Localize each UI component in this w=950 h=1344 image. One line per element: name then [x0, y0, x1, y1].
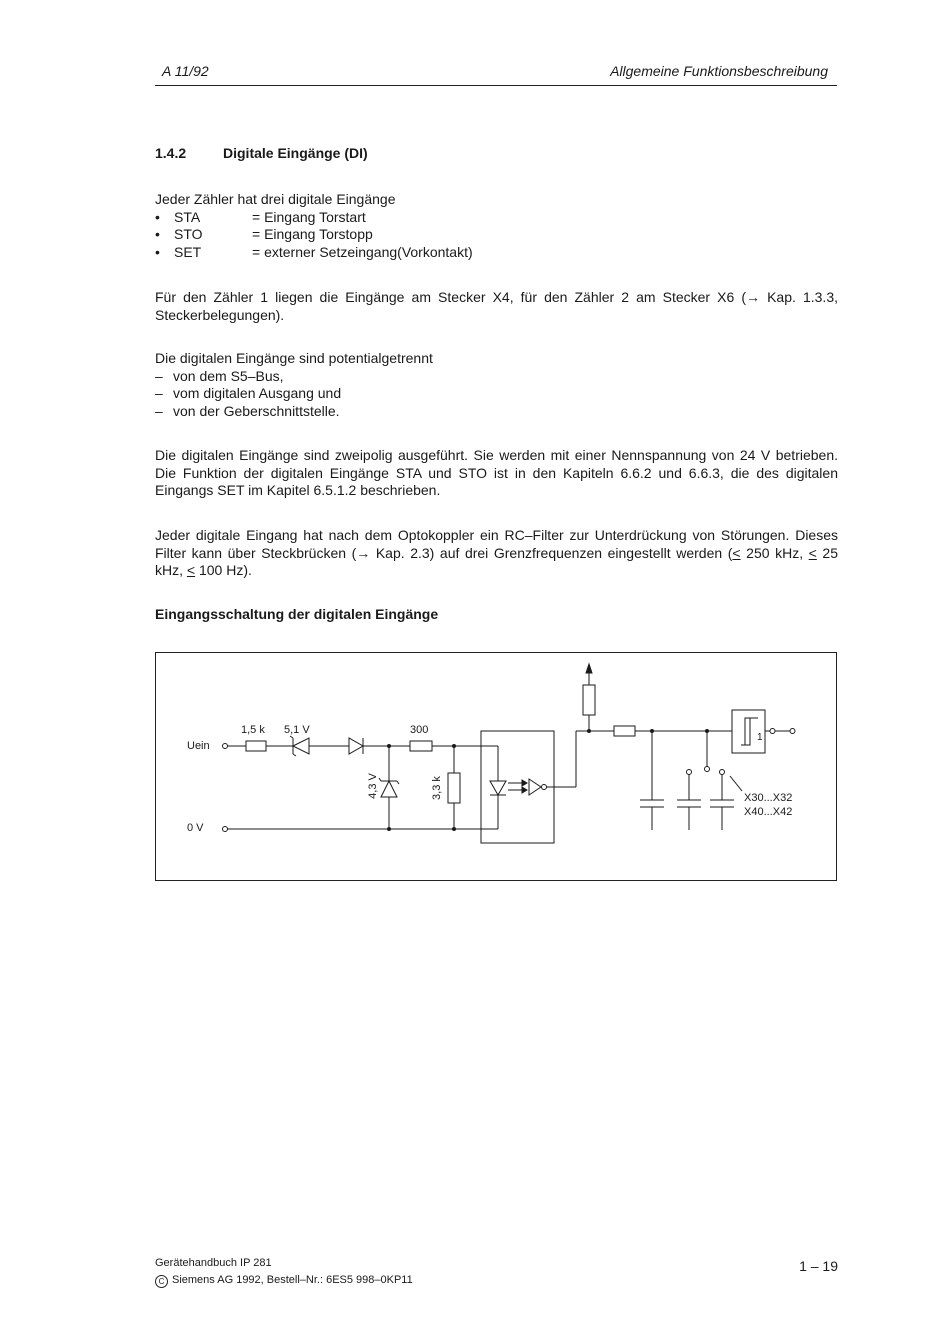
list-item: – vom digitalen Ausgang und [155, 385, 342, 402]
zener-diode-4-3v [381, 781, 397, 797]
figure-title: Eingangsschaltung der digitalen Eingänge [155, 606, 439, 622]
label-r3: 3,3 k [431, 776, 443, 800]
label-z1: 5,1 V [284, 724, 310, 736]
label-r2: 300 [410, 724, 429, 736]
label-0v: 0 V [187, 822, 204, 834]
page-number: 1 – 19 [799, 1258, 838, 1274]
isolation-text: Die digitalen Eingänge sind potentialgetrennt [155, 350, 433, 366]
copyright-icon: C [155, 1275, 168, 1288]
resistor-3-3k [448, 773, 460, 803]
list-item: • SET = externer Setzeingang(Vorkontakt) [155, 243, 473, 260]
header-right: Allgemeine Funktionsbeschreibung [610, 63, 828, 79]
jumper-pointer [730, 776, 742, 791]
label-jumpers-2: X40...X42 [744, 806, 793, 818]
filter-resistor [614, 726, 635, 736]
section-heading [155, 145, 368, 161]
terminal-0v [223, 827, 228, 832]
output-terminal [790, 729, 795, 734]
label-jumpers-1: X30...X32 [744, 792, 793, 804]
list-item: • STA = Eingang Torstart [155, 208, 366, 225]
zener-diode-5-1v [293, 738, 309, 754]
circuit-diagram [155, 652, 837, 881]
paragraph-filter: Jeder digitale Eingang hat nach dem Optokoppler ein RC–Filter zur Unterdrückung von Störungen. Dieses Filter kann über Steckbrücken (→ Kap. 2.3) auf drei Grenzfrequenzen eingestellt werden (< 250 kHz, < 25 kHz, < 100 Hz). [155, 527, 838, 579]
label-uein: Uein [187, 740, 210, 752]
label-z2: 4,3 V [367, 773, 379, 799]
intro-block [155, 191, 838, 261]
paragraph-bipolar: Die digitalen Eingänge sind zweipolig ausgeführt. Sie werden mit einer Nennspannung von 24 V betrieben. Die Funktion der digitalen Eingänge STA und STO ist in den Kapiteln 6.6.2 und 6.6.3, die des digitalen Eingangs SET im Kapitel 6.5.1.2 beschrieben. [155, 447, 838, 499]
supply-arrow-icon [586, 664, 592, 673]
isolation-block [155, 350, 838, 420]
resistor-300 [410, 741, 432, 751]
list-item: – von der Geberschnittstelle. [155, 402, 340, 419]
intro-text: Jeder Zähler hat drei digitale Eingänge [155, 191, 396, 207]
section-number: 1.4.2 [155, 145, 187, 161]
section-title: Digitale Eingänge (DI) [223, 145, 368, 161]
pullup-resistor [583, 685, 595, 715]
resistor-1-5k [246, 741, 266, 751]
label-r1: 1,5 k [241, 724, 265, 736]
diode [349, 738, 363, 754]
footer-copyright: C Siemens AG 1992, Bestell–Nr.: 6ES5 998–0KP11 [155, 1274, 413, 1288]
receiver-gate [529, 779, 541, 795]
led-icon [490, 781, 506, 795]
footer-manual: Gerätehandbuch IP 281 [155, 1257, 272, 1269]
list-item: – von dem S5–Bus, [155, 367, 284, 384]
label-schmitt: 1 [757, 732, 763, 743]
list-item: • STO = Eingang Torstopp [155, 226, 373, 243]
header-left: A 11/92 [162, 63, 209, 79]
header-rule [155, 85, 837, 86]
paragraph-connectors: Für den Zähler 1 liegen die Eingänge am Stecker X4, für den Zähler 2 am Stecker X6 (→ Kap. 1.3.3, Steckerbelegungen). [155, 289, 838, 323]
terminal-uein [223, 744, 228, 749]
